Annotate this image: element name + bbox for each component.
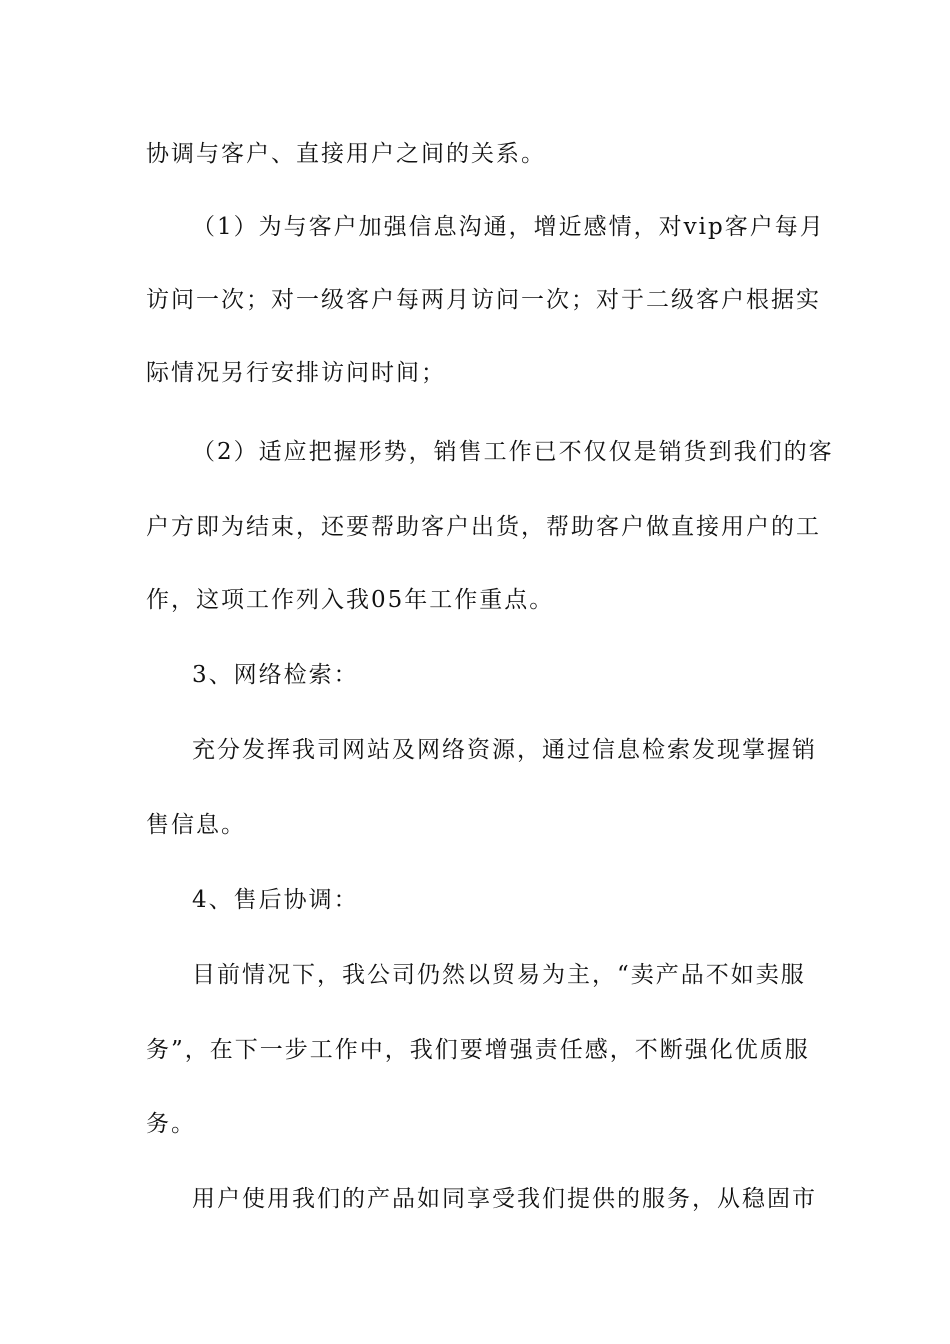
text-line: 售信息。 — [146, 812, 246, 838]
section-heading: 4、售后协调： — [192, 887, 359, 913]
text-line: 协调与客户、直接用户之间的关系。 — [146, 141, 546, 167]
section-heading: 3、网络检索： — [192, 662, 359, 688]
text-line: 户方即为结束，还要帮助客户出货，帮助客户做直接用户的工 — [146, 514, 821, 540]
text-line: 务。 — [146, 1111, 196, 1137]
paragraph-line: 目前情况下，我公司仍然以贸易为主，“卖产品不如卖服 — [192, 962, 806, 988]
text-line: 际情况另行安排访问时间； — [146, 360, 446, 386]
paragraph-line: 充分发挥我司网站及网络资源，通过信息检索发现掌握销 — [192, 737, 817, 763]
text-line: 访问一次；对一级客户每两月访问一次；对于二级客户根据实 — [146, 287, 821, 313]
paragraph-line: （2）适应把握形势，销售工作已不仅仅是销货到我们的客 — [192, 439, 834, 465]
text-line: 务”，在下一步工作中，我们要增强责任感，不断强化优质服 — [146, 1037, 810, 1063]
paragraph-line: 用户使用我们的产品如同享受我们提供的服务，从稳固市 — [192, 1186, 817, 1212]
text-line: 作，这项工作列入我05年工作重点。 — [146, 587, 555, 613]
paragraph-line: （1）为与客户加强信息沟通，增近感情，对vip客户每月 — [192, 214, 825, 240]
